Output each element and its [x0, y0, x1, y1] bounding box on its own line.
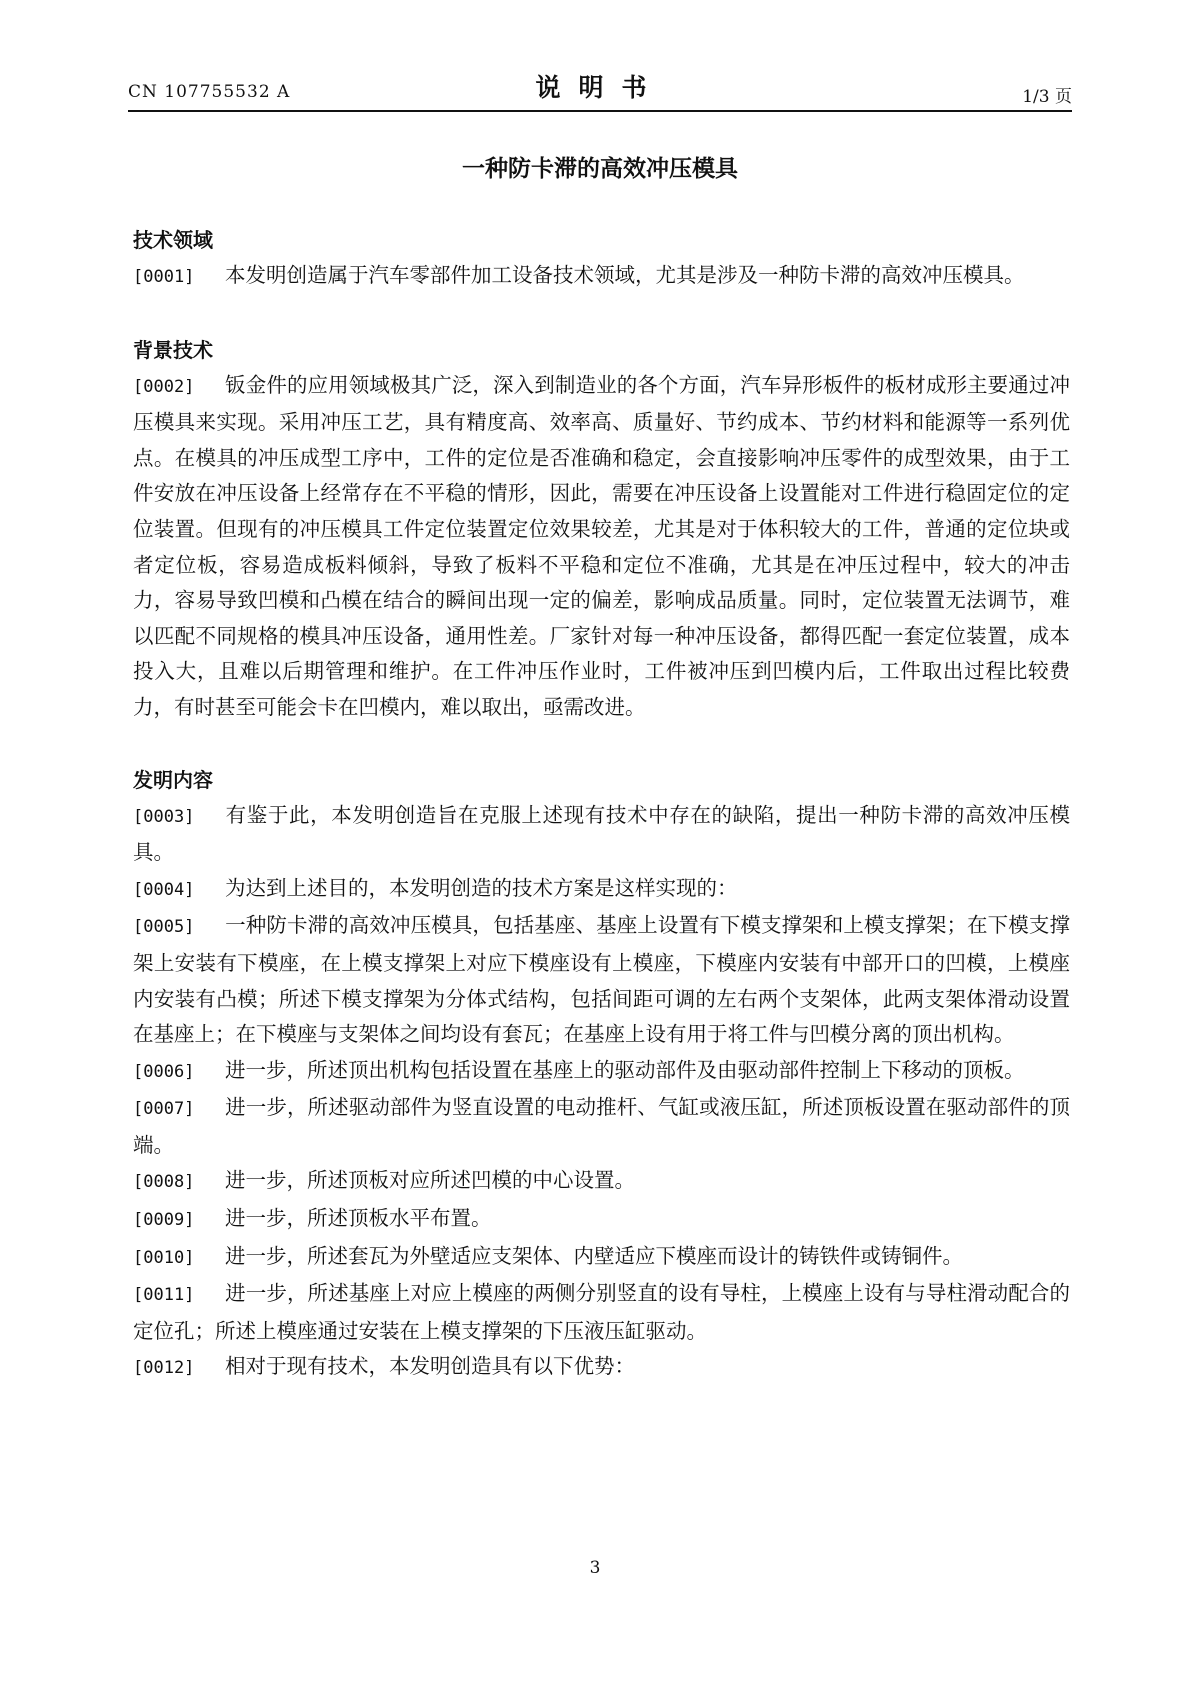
- header-divider: [128, 110, 1072, 112]
- paragraph-text: 钣金件的应用领域极其广泛，深入到制造业的各个方面，汽车异形板件的板材成形主要通过冲压模具来实现。采用冲压工艺，具有精度高、效率高、质量好、节约成本、节约材料和能源等一系列优点。在模具的冲压成型工序中，工件的定位是否准确和稳定，会直接影响冲压零件的成型效果，由于工件安放在冲压设备上经常存在不平稳的情形，因此，需要在冲压设备上设置能对工件进行稳固定位的定位装置。但现有的冲压模具工件定位装置定位效果较差，尤其是对于体积较大的工件，普通的定位块或者定位板，容易造成板料倾斜，导致了板料不平稳和定位不准确，尤其是在冲压过程中，较大的冲击力，容易导致凹模和凸模在结合的瞬间出现一定的偏差，影响成品质量。同时，定位装置无法调节，难以匹配不同规格的模具冲压设备，通用性差。厂家针对每一种冲压设备，都得匹配一套定位装置，成本投入大，且难以后期管理和维护。在工件冲压作业时，工件被冲压到凹模内后，工件取出过程比较费力，有时甚至可能会卡在凹模内，难以取出，亟需改进。: [133, 372, 1070, 719]
- paragraph-text: 一种防卡滞的高效冲压模具，包括基座、基座上设置有下模支撑架和上模支撑架；在下模支撑架上安装有下模座，在上模支撑架上对应下模座设有上模座，下模座内安装有中部开口的凹模，上模座内安装有凸模；所述下模支撑架为分体式结构，包括间距可调的左右两个支架体，此两支架体滑动设置在基座上；在下模座与支架体之间均设有套瓦；在基座上设有用于将工件与凹模分离的顶出机构。: [133, 913, 1070, 1047]
- page-number: 3: [589, 1558, 601, 1578]
- paragraph-0003: [133, 798, 1070, 871]
- paragraph-text: 本发明创造属于汽车零部件加工设备技术领域，尤其是涉及一种防卡滞的高效冲压模具。: [225, 263, 1025, 287]
- paragraph-0008: [133, 1163, 1070, 1201]
- paragraph-text: 进一步，所述驱动部件为竖直设置的电动推杆、气缸或液压缸，所述顶板设置在驱动部件的顶端。: [133, 1095, 1070, 1157]
- paragraph-number: [0006]: [133, 1061, 195, 1082]
- paragraph-0012: [133, 1349, 1070, 1387]
- paragraph-text: 进一步，所述基座上对应上模座的两侧分别竖直的设有导柱，上模座上设有与导柱滑动配合的定位孔；所述上模座通过安装在上模支撑架的下压液压缸驱动。: [133, 1281, 1070, 1343]
- document-type: 说明书: [535, 73, 665, 102]
- paragraph-text: 进一步，所述套瓦为外壁适应支架体、内壁适应下模座而设计的铸铁件或铸铜件。: [225, 1243, 963, 1268]
- section-spacer: [133, 726, 1070, 762]
- paragraph-number: [0011]: [133, 1285, 195, 1306]
- paragraph-text: 为达到上述目的，本发明创造的技术方案是这样实现的：: [225, 875, 738, 900]
- paragraph-0002: [133, 368, 1070, 726]
- paragraph-number: [0005]: [133, 917, 195, 938]
- section-heading-summary: 发明内容: [133, 767, 213, 792]
- paragraph-number: [0012]: [133, 1358, 195, 1379]
- paragraph-0005: [133, 908, 1070, 1052]
- paragraph-0006: [133, 1053, 1070, 1091]
- publication-number: CN 107755532 A: [128, 82, 291, 102]
- paragraph-number: [0002]: [133, 376, 195, 397]
- paragraph-0011: [133, 1276, 1070, 1349]
- paragraph-text: 相对于现有技术，本发明创造具有以下优势：: [225, 1354, 635, 1379]
- section-heading-background: 背景技术: [133, 337, 213, 362]
- paragraph-text: 进一步，所述顶板对应所述凹模的中心设置。: [225, 1168, 635, 1193]
- paragraph-number: [0008]: [133, 1172, 195, 1193]
- paragraph-number: [0009]: [133, 1210, 195, 1231]
- paragraph-number: [0004]: [133, 879, 195, 900]
- paragraph-0009: [133, 1201, 1070, 1239]
- paragraph-text: 有鉴于此，本发明创造旨在克服上述现有技术中存在的缺陷，提出一种防卡滞的高效冲压模具。: [133, 802, 1070, 865]
- paragraph-number: [0003]: [133, 806, 195, 827]
- paragraph-text: 进一步，所述顶板水平布置。: [225, 1206, 492, 1231]
- paragraph-number: [0010]: [133, 1247, 195, 1268]
- paragraph-number: [0001]: [133, 267, 195, 287]
- paragraph-text: 进一步，所述顶出机构包括设置在基座上的驱动部件及由驱动部件控制上下移动的顶板。: [225, 1057, 1025, 1082]
- paragraph-0001: [133, 258, 1070, 296]
- page-counter: 1/3 页: [1022, 87, 1072, 107]
- paragraph-number: [0007]: [133, 1099, 195, 1120]
- paragraph-0010: [133, 1239, 1070, 1277]
- document-title: 一种防卡滞的高效冲压模具: [462, 156, 738, 182]
- section-spacer: [133, 296, 1070, 332]
- paragraph-0004: [133, 871, 1070, 909]
- section-heading-tech-field: 技术领域: [133, 228, 213, 252]
- page-header: [128, 62, 1072, 110]
- document-body: [133, 222, 1070, 1387]
- paragraph-0007: [133, 1090, 1070, 1163]
